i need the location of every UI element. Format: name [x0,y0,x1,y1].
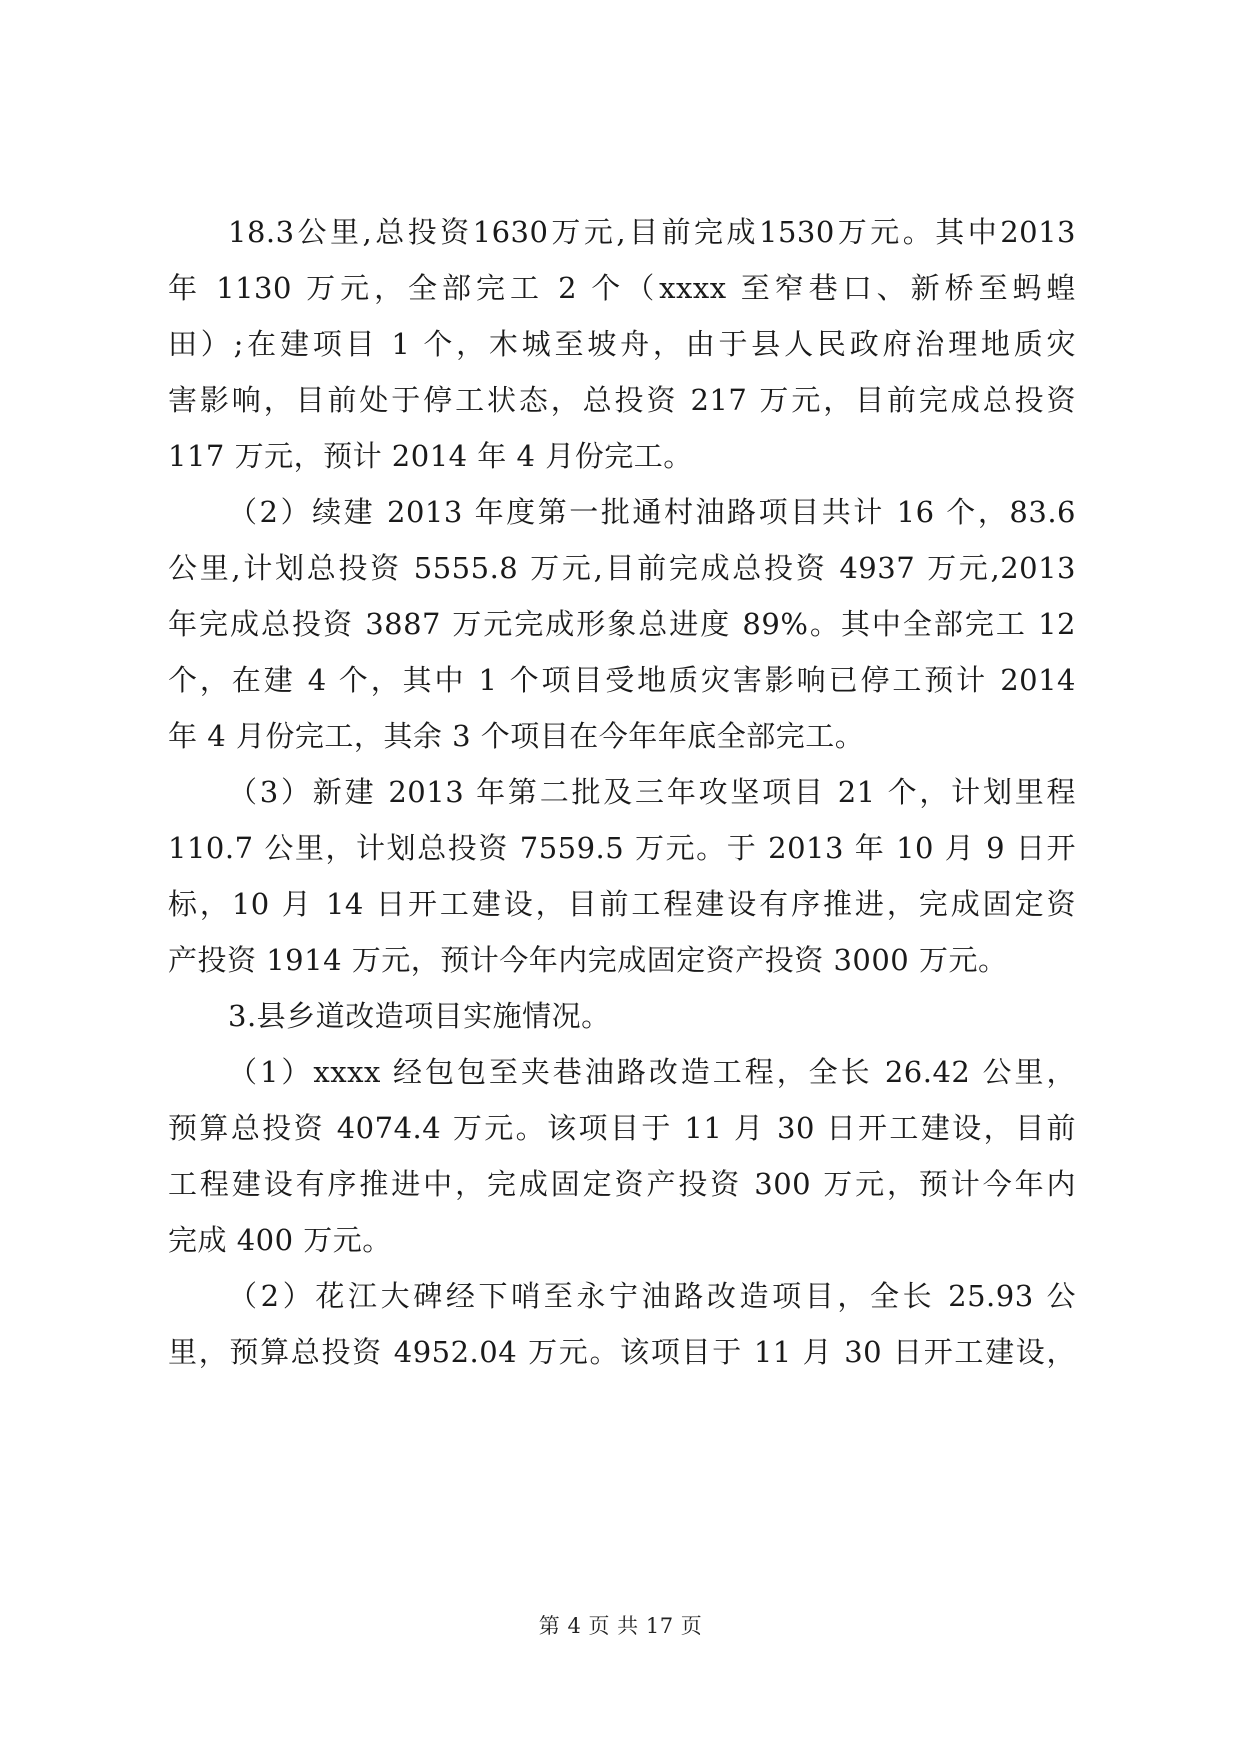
paragraph-line: 完成 400 万元。 [168,1223,392,1257]
paragraph-line: 里，预算总投资 4952.04 万元。该项目于 11 月 30 日开工建设， [168,1335,1076,1369]
paragraph-line: 110.7 公里，计划总投资 7559.5 万元。于 2013 年 10 月 9 日开 [168,831,1076,865]
paragraph-line: （2）续建 2013 年度第一批通村油路项目共计 16 个，83.6 [228,495,1076,529]
paragraph-line: 产投资 1914 万元，预计今年内完成固定资产投资 3000 万元。 [168,943,1008,977]
paragraph-line: 个，在建 4 个，其中 1 个项目受地质灾害影响已停工预计 2014 [168,663,1076,697]
paragraph-line: 年 4 月份完工，其余 3 个项目在今年年底全部完工。 [168,719,865,753]
paragraph-line: 年 1130 万元，全部完工 2 个（xxxx 至窄巷口、新桥至蚂蝗 [168,271,1076,305]
paragraph-line: （1）xxxx 经包包至夹巷油路改造工程，全长 26.42 公里， [228,1055,1076,1089]
page-footer: 第 4 页 共 17 页 [538,1614,703,1638]
paragraph-line: 田）;在建项目 1 个，木城至坡舟，由于县人民政府治理地质灾 [168,327,1076,361]
paragraph-line: 预算总投资 4074.4 万元。该项目于 11 月 30 日开工建设，目前 [168,1111,1076,1145]
paragraph-line: 害影响，目前处于停工状态，总投资 217 万元，目前完成总投资 [168,383,1076,417]
paragraph-line: 117 万元，预计 2014 年 4 月份完工。 [168,439,693,473]
paragraph-line: 工程建设有序推进中，完成固定资产投资 300 万元，预计今年内 [168,1167,1076,1201]
paragraph-line: 标，10 月 14 日开工建设，目前工程建设有序推进，完成固定资 [168,887,1076,921]
paragraph-line: 年完成总投资 3887 万元完成形象总进度 89%。其中全部完工 12 [168,607,1076,641]
paragraph-line: 公里,计划总投资 5555.8 万元,目前完成总投资 4937 万元,2013 [168,551,1076,585]
paragraph-line: （2）花江大碑经下哨至永宁油路改造项目，全长 25.93 公 [228,1279,1076,1313]
section-heading: 3.县乡道改造项目实施情况。 [228,999,611,1033]
paragraph-line: （3）新建 2013 年第二批及三年攻坚项目 21 个，计划里程 [228,775,1076,809]
paragraph-line: 18.3公里,总投资1630万元,目前完成1530万元。其中2013 [228,215,1076,249]
